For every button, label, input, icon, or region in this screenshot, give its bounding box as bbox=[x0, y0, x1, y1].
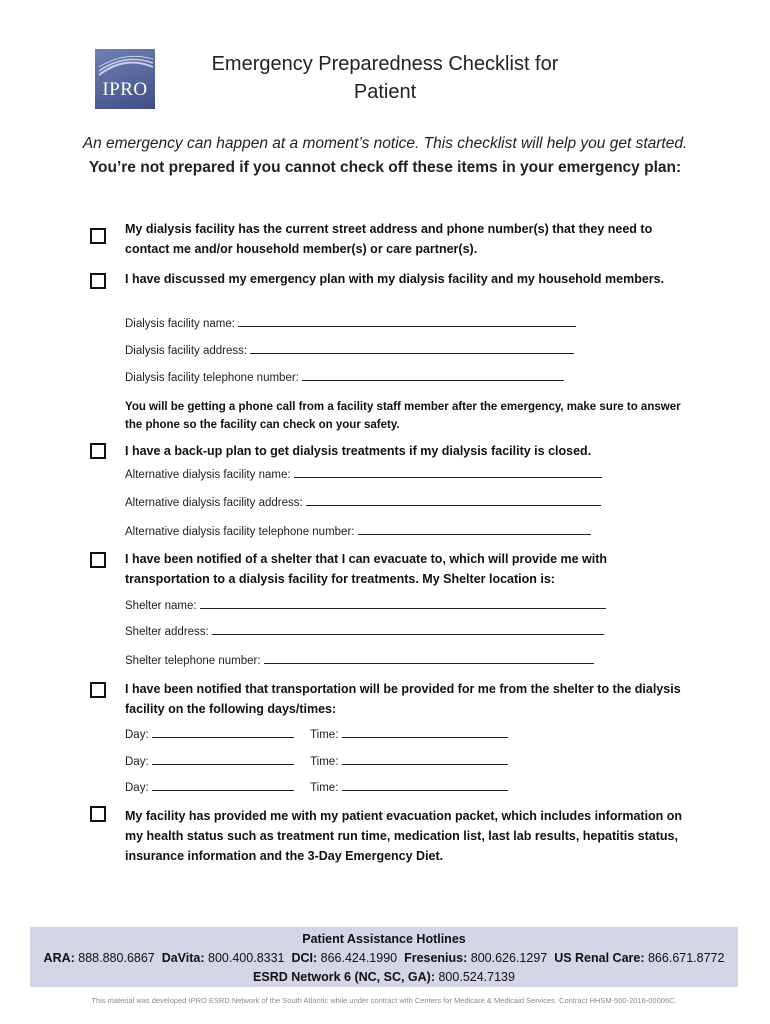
disclaimer: This material was developed IPRO ESRD Network of the South Atlantic while under contract with Centers for Medicare & Medicaid Services. Contract HHSM-500-2016-00006C. bbox=[91, 996, 677, 1005]
checkbox-item-4[interactable] bbox=[90, 552, 106, 568]
item-5-text: I have been notified that transportation will be provided for me from the shelter to the dialysis facility on the following days/times: bbox=[125, 682, 681, 716]
item-1-text: My dialysis facility has the current street address and phone number(s) that they need to contact me and/or household member(s) or care partner(s). bbox=[125, 222, 653, 256]
field-facility-address: Dialysis facility address: bbox=[125, 342, 574, 358]
facility-address-input[interactable] bbox=[250, 342, 574, 354]
item-2-text: I have discussed my emergency plan with my dialysis facility and my household members. bbox=[125, 272, 665, 286]
field-alt-facility-address: Alternative dialysis facility address: bbox=[125, 494, 601, 510]
shelter-name-input[interactable] bbox=[200, 597, 606, 609]
item-3-text: I have a back-up plan to get dialysis treatments if my dialysis facility is closed. bbox=[125, 444, 592, 458]
day-input-3[interactable] bbox=[152, 779, 294, 791]
facility-phone-input[interactable] bbox=[302, 369, 564, 381]
intro-italic: An emergency can happen at a moment’s notice. This checklist will help you get started. bbox=[82, 135, 688, 152]
field-alt-facility-phone: Alternative dialysis facility telephone number: bbox=[125, 523, 591, 539]
item-4-text: I have been notified of a shelter that I can evacuate to, which will provide me with transportation to a dialysis facility for treatments. My Shelter location is: bbox=[125, 552, 608, 586]
item-6-text: My facility has provided me with my patient evacuation packet, which includes information on my health status such as treatment run time, medication list, last lab results, hepatitis status, insurance information and the 3-Day Emergency Diet. bbox=[125, 809, 683, 863]
field-shelter-phone: Shelter telephone number: bbox=[125, 652, 594, 668]
alt-facility-phone-input[interactable] bbox=[358, 523, 591, 535]
day-input-2[interactable] bbox=[152, 753, 294, 765]
time-input-3[interactable] bbox=[342, 779, 508, 791]
hotlines-footer bbox=[30, 927, 738, 987]
checkbox-item-5[interactable] bbox=[90, 682, 106, 698]
checkbox-item-3[interactable] bbox=[90, 443, 106, 459]
checkbox-item-6[interactable] bbox=[90, 806, 106, 822]
field-day-time-3: Day: Time: bbox=[125, 779, 508, 795]
field-shelter-name: Shelter name: bbox=[125, 597, 606, 613]
shelter-address-input[interactable] bbox=[212, 623, 604, 635]
checkbox-item-1[interactable] bbox=[90, 228, 106, 244]
ipro-logo bbox=[95, 49, 155, 109]
phone-call-note: You will be getting a phone call from a facility staff member after the emergency, make sure to answer the phone so the facility can check on your safety. bbox=[125, 401, 681, 431]
field-facility-phone: Dialysis facility telephone number: bbox=[125, 369, 564, 385]
field-day-time-2: Day: Time: bbox=[125, 753, 508, 769]
alt-facility-address-input[interactable] bbox=[306, 494, 601, 506]
logo-text: IPRO bbox=[102, 79, 148, 100]
hotlines-title: Patient Assistance Hotlines bbox=[302, 932, 466, 946]
field-day-time-1: Day: Time: bbox=[125, 726, 508, 742]
hotlines-list: ARA: 888.880.6867 DaVita: 800.400.8331 DCI: 866.424.1990 Fresenius: 800.626.1297 US Renal Care: 866.671.8772 bbox=[43, 951, 725, 965]
field-facility-name: Dialysis facility name: bbox=[125, 315, 576, 331]
checkbox-item-2[interactable] bbox=[90, 273, 106, 289]
shelter-phone-input[interactable] bbox=[264, 652, 594, 664]
day-input-1[interactable] bbox=[152, 726, 294, 738]
time-input-1[interactable] bbox=[342, 726, 508, 738]
field-shelter-address: Shelter address: bbox=[125, 623, 604, 639]
page-title: Emergency Preparedness Checklist for Patient bbox=[211, 53, 559, 103]
time-input-2[interactable] bbox=[342, 753, 508, 765]
facility-name-input[interactable] bbox=[238, 315, 576, 327]
field-alt-facility-name: Alternative dialysis facility name: bbox=[125, 466, 602, 482]
network-hotline: ESRD Network 6 (NC, SC, GA): 800.524.7139 bbox=[253, 970, 515, 984]
intro-text bbox=[80, 132, 690, 180]
alt-facility-name-input[interactable] bbox=[294, 466, 602, 478]
intro-bold: You’re not prepared if you cannot check off these items in your emergency plan: bbox=[88, 159, 682, 176]
